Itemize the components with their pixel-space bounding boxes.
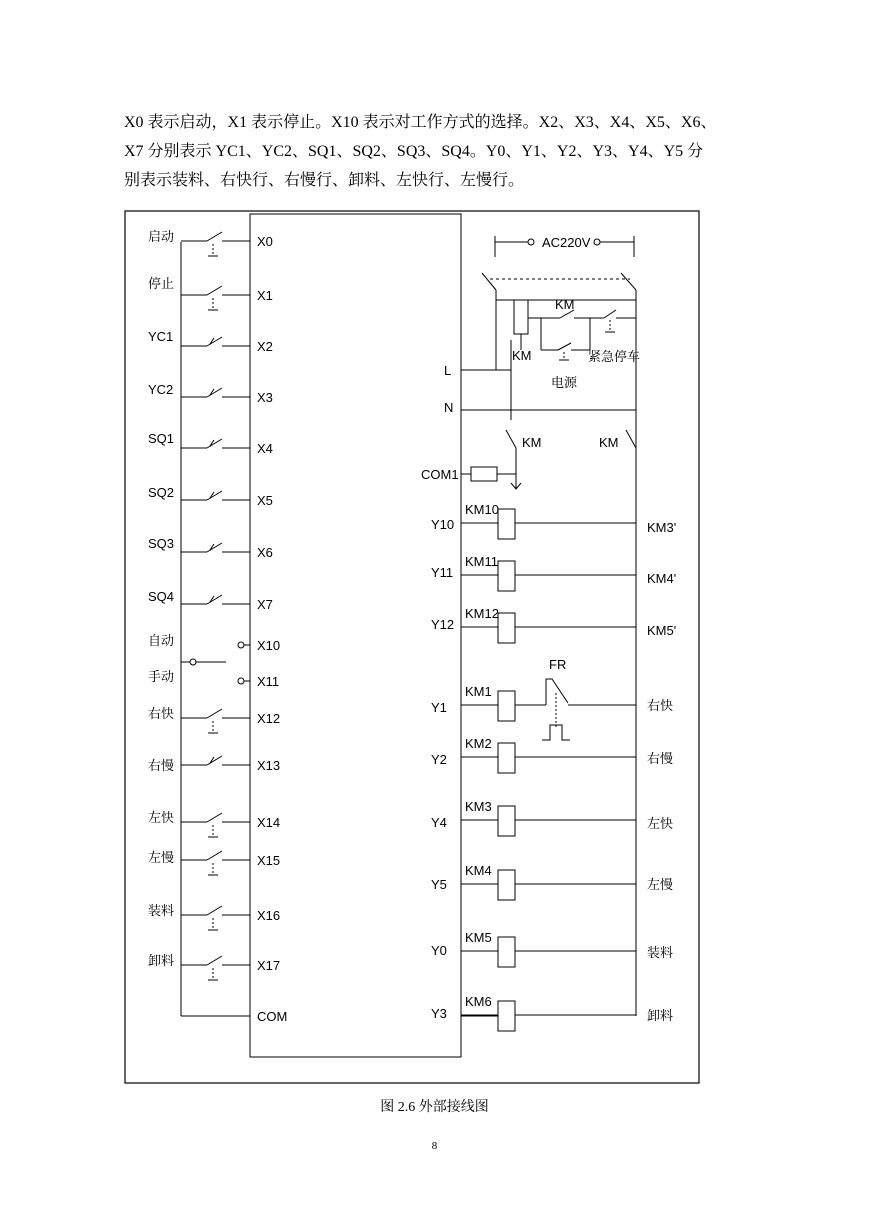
load-label: 装料 bbox=[647, 945, 674, 960]
input-x14 bbox=[148, 810, 280, 837]
input-x15 bbox=[148, 850, 280, 875]
selector-terminal-icon bbox=[238, 642, 244, 648]
thermal-relay-icon bbox=[546, 679, 568, 705]
input-x6 bbox=[148, 536, 273, 560]
km-coil-label: KM bbox=[512, 348, 532, 363]
output-y2 bbox=[431, 736, 673, 773]
load-label: 左慢 bbox=[647, 877, 674, 892]
load-label: 左快 bbox=[647, 816, 674, 831]
output-y11 bbox=[431, 554, 676, 591]
coil-label: KM10 bbox=[465, 502, 499, 517]
limit-switch-contact-icon bbox=[207, 337, 222, 346]
limit-switch-contact-icon bbox=[207, 439, 222, 448]
input-name-label: SQ1 bbox=[148, 431, 175, 446]
relay-coil-icon bbox=[498, 509, 515, 539]
coil-label: KM3 bbox=[465, 799, 492, 814]
main-contact-2-icon bbox=[626, 430, 636, 448]
input-terminal-label: X3 bbox=[257, 390, 273, 405]
input-name-label: 左慢 bbox=[148, 850, 175, 865]
input-terminal-label: X10 bbox=[257, 638, 281, 653]
coil-label: KM1 bbox=[465, 684, 492, 699]
input-x3 bbox=[148, 382, 273, 405]
relay-coil-icon bbox=[498, 691, 515, 721]
paragraph-line-2: X7 分别表示 YC1、YC2、SQ1、SQ2、SQ3、SQ4。Y0、Y1、Y2、Y3、Y4、Y5 分 bbox=[124, 143, 704, 160]
input-name-label: SQ4 bbox=[148, 589, 175, 604]
output-terminal-label: Y2 bbox=[431, 752, 447, 767]
paragraph-line-1: X0 表示启动，X1 表示停止。X10 表示对工作方式的选择。X2、X3、X4、X5、X6、 bbox=[124, 114, 717, 131]
input-terminal-label: X6 bbox=[257, 545, 273, 560]
km-coil-icon bbox=[514, 300, 528, 334]
figure-caption: 图 2.6 外部接线图 bbox=[380, 1100, 489, 1115]
input-name-label: 自动 bbox=[148, 633, 175, 648]
limit-switch-contact-icon bbox=[207, 388, 222, 397]
limit-switch-contact-icon bbox=[207, 491, 222, 500]
input-x7 bbox=[148, 589, 273, 612]
input-terminal-label: X14 bbox=[257, 815, 281, 830]
line-l-label: L bbox=[444, 363, 452, 378]
fuse-icon bbox=[471, 467, 497, 481]
output-terminal-label: Y1 bbox=[431, 700, 447, 715]
supply-terminal-left-icon bbox=[528, 239, 534, 245]
output-terminal-label: Y4 bbox=[431, 815, 447, 830]
com1-label: COM1 bbox=[421, 467, 459, 482]
supply-label: AC220V bbox=[542, 235, 591, 250]
input-x12 bbox=[148, 706, 280, 733]
input-x1 bbox=[148, 276, 273, 310]
input-x10 bbox=[148, 633, 280, 653]
input-terminal-label: X12 bbox=[257, 711, 281, 726]
input-name-label: 右快 bbox=[148, 706, 175, 721]
limit-switch-contact-icon bbox=[207, 756, 222, 765]
emergency-stop-label: 紧急停车 bbox=[588, 349, 641, 364]
relay-coil-icon bbox=[498, 806, 515, 836]
coil-label: KM2 bbox=[465, 736, 492, 751]
push-button-contact-icon bbox=[207, 286, 222, 295]
input-name-label: 左快 bbox=[148, 810, 175, 825]
input-name-label: SQ2 bbox=[148, 485, 175, 500]
input-terminal-label: X17 bbox=[257, 958, 281, 973]
output-y10 bbox=[431, 502, 676, 539]
km-contactor-label: KM bbox=[555, 297, 575, 312]
main-contact-1-icon bbox=[506, 430, 516, 448]
plc-body bbox=[250, 214, 461, 1057]
output-terminal-label: Y3 bbox=[431, 1006, 447, 1021]
push-button-contact-icon bbox=[207, 906, 222, 915]
power-button-label: 电源 bbox=[551, 375, 578, 390]
input-name-label: YC1 bbox=[148, 329, 174, 344]
input-terminal-label: X0 bbox=[257, 234, 273, 249]
output-y5 bbox=[431, 863, 673, 900]
main-contact-1-label: KM bbox=[522, 435, 542, 450]
input-section bbox=[148, 229, 287, 1024]
relay-coil-icon bbox=[498, 1001, 515, 1031]
output-terminal-label: Y0 bbox=[431, 943, 447, 958]
emergency-stop-contact-icon bbox=[604, 310, 616, 318]
output-y0 bbox=[431, 930, 673, 967]
coil-label: KM11 bbox=[465, 554, 498, 569]
main-contact-2-label: KM bbox=[599, 435, 619, 450]
push-button-contact-icon bbox=[207, 813, 222, 822]
input-x13 bbox=[148, 756, 280, 773]
load-label: KM5' bbox=[647, 623, 677, 638]
coil-label: KM5 bbox=[465, 930, 492, 945]
coil-label: KM4 bbox=[465, 863, 492, 878]
output-terminal-label: Y5 bbox=[431, 877, 447, 892]
push-button-contact-icon bbox=[207, 956, 222, 965]
page-number: 8 bbox=[431, 1140, 438, 1152]
input-x5 bbox=[148, 485, 273, 508]
relay-coil-icon bbox=[498, 870, 515, 900]
output-y1 bbox=[431, 657, 673, 740]
neutral-n-label: N bbox=[444, 400, 454, 415]
load-label: 卸料 bbox=[647, 1008, 674, 1023]
relay-coil-icon bbox=[498, 561, 515, 591]
input-terminal-label: X15 bbox=[257, 853, 281, 868]
load-label: 右慢 bbox=[647, 751, 674, 766]
relay-coil-icon bbox=[498, 613, 515, 643]
coil-label: KM6 bbox=[465, 994, 492, 1009]
load-label: 右快 bbox=[647, 698, 674, 713]
output-terminal-label: Y11 bbox=[431, 565, 454, 580]
input-com-label: COM bbox=[257, 1009, 288, 1024]
input-name-label: 卸料 bbox=[148, 953, 175, 968]
input-name-label: SQ3 bbox=[148, 536, 175, 551]
output-y3 bbox=[431, 994, 673, 1031]
selector-terminal-icon bbox=[238, 678, 244, 684]
coil-label: KM12 bbox=[465, 606, 499, 621]
input-terminal-label: X11 bbox=[257, 674, 280, 689]
input-name-label: YC2 bbox=[148, 382, 174, 397]
overload-label: FR bbox=[549, 657, 567, 672]
input-terminal-label: X5 bbox=[257, 493, 273, 508]
paragraph-line-3: 别表示装料、右快行、右慢行、卸料、左快行、左慢行。 bbox=[124, 172, 525, 189]
push-button-contact-icon bbox=[207, 851, 222, 860]
input-terminal-label: X1 bbox=[257, 288, 273, 303]
input-name-label: 停止 bbox=[148, 276, 175, 291]
push-button-contact-icon bbox=[207, 709, 222, 718]
input-name-label: 右慢 bbox=[148, 758, 175, 773]
output-y4 bbox=[431, 799, 673, 836]
input-x17 bbox=[148, 953, 280, 980]
input-terminal-label: X2 bbox=[257, 339, 273, 354]
load-label: KM4' bbox=[647, 571, 677, 586]
push-button-contact-icon bbox=[207, 232, 222, 241]
input-x11 bbox=[148, 669, 279, 689]
selector-pivot-icon bbox=[190, 659, 196, 665]
limit-switch-contact-icon bbox=[207, 543, 222, 552]
input-name-label: 装料 bbox=[148, 903, 175, 918]
input-terminal-label: X16 bbox=[257, 908, 281, 923]
input-name-label: 启动 bbox=[148, 229, 175, 244]
power-button-contact-icon bbox=[558, 343, 571, 350]
input-x4 bbox=[148, 431, 273, 456]
input-x16 bbox=[148, 903, 280, 930]
output-section bbox=[431, 502, 676, 1031]
limit-switch-contact-icon bbox=[207, 595, 222, 604]
output-terminal-label: Y12 bbox=[431, 617, 455, 632]
load-label: KM3' bbox=[647, 520, 677, 535]
output-terminal-label: Y10 bbox=[431, 517, 455, 532]
input-x2 bbox=[148, 329, 273, 354]
output-y12 bbox=[431, 606, 676, 643]
supply-terminal-right-icon bbox=[594, 239, 600, 245]
thermal-element-icon bbox=[542, 725, 570, 740]
input-name-label: 手动 bbox=[148, 669, 175, 684]
input-terminal-label: X13 bbox=[257, 758, 281, 773]
input-x0 bbox=[148, 229, 273, 256]
relay-coil-icon bbox=[498, 937, 515, 967]
input-terminal-label: X4 bbox=[257, 441, 273, 456]
relay-coil-icon bbox=[498, 743, 515, 773]
input-terminal-label: X7 bbox=[257, 597, 273, 612]
